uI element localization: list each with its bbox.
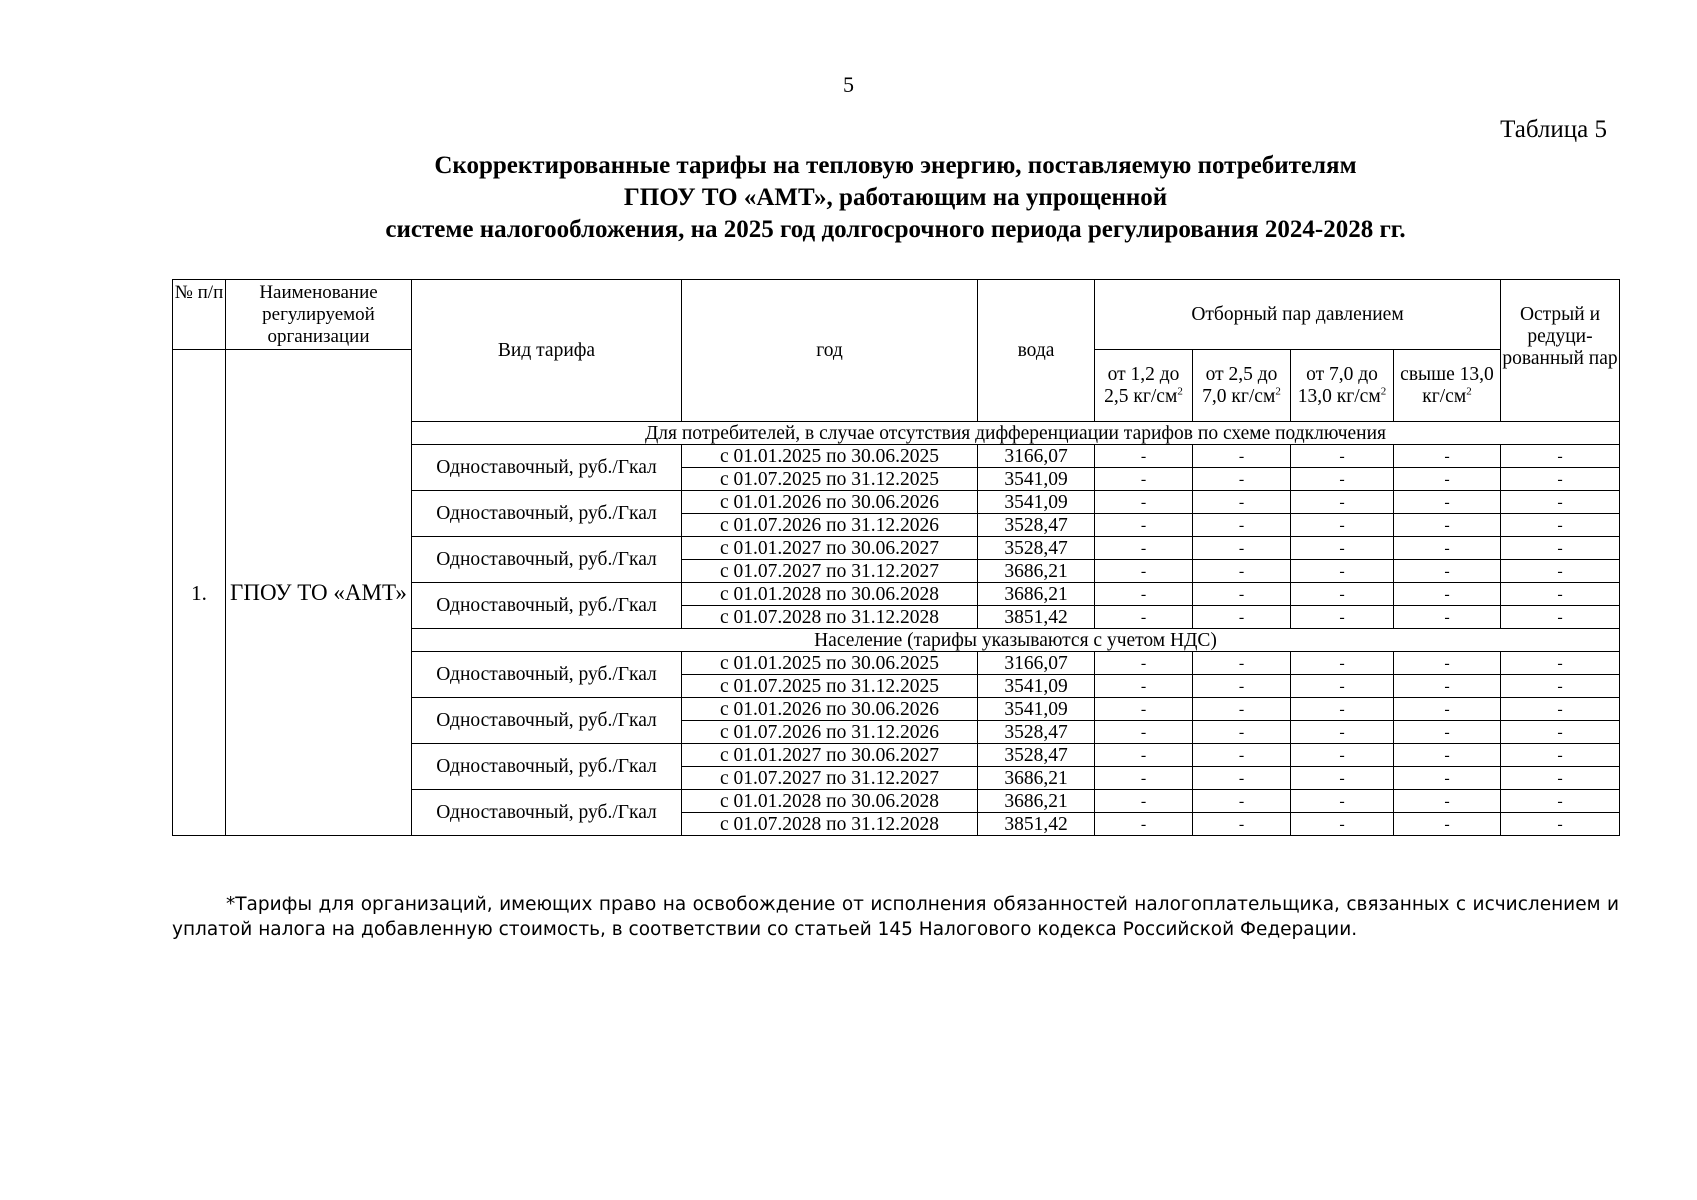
empty-value-cell: -: [1095, 790, 1193, 813]
title-line-2: ГПОУ ТО «АМТ», работающим на упрощенной: [623, 184, 1168, 211]
empty-value-cell: -: [1291, 468, 1394, 491]
empty-value-cell: -: [1394, 468, 1501, 491]
empty-value-cell: -: [1501, 445, 1620, 468]
empty-value-cell: -: [1193, 675, 1291, 698]
empty-value-cell: -: [1501, 491, 1620, 514]
empty-value-cell: -: [1095, 813, 1193, 836]
water-tariff-cell: 3851,42: [978, 606, 1095, 629]
empty-value-cell: -: [1501, 583, 1620, 606]
tariff-type-cell: Одноставочный, руб./Гкал: [412, 537, 682, 583]
empty-value-cell: -: [1394, 537, 1501, 560]
tariff-type-cell: Одноставочный, руб./Гкал: [412, 652, 682, 698]
empty-value-cell: -: [1291, 652, 1394, 675]
section-title: Для потребителей, в случае отсутствия дифференциации тарифов по схеме подключения: [412, 422, 1620, 445]
empty-value-cell: -: [1501, 767, 1620, 790]
empty-value-cell: -: [1291, 445, 1394, 468]
empty-value-cell: -: [1291, 721, 1394, 744]
empty-value-cell: -: [1291, 744, 1394, 767]
empty-value-cell: -: [1291, 560, 1394, 583]
period-cell: с 01.07.2026 по 31.12.2026: [682, 514, 978, 537]
empty-value-cell: -: [1193, 560, 1291, 583]
empty-value-cell: -: [1501, 606, 1620, 629]
period-cell: с 01.07.2028 по 31.12.2028: [682, 606, 978, 629]
water-tariff-cell: 3528,47: [978, 721, 1095, 744]
water-tariff-cell: 3541,09: [978, 698, 1095, 721]
organization-name: ГПОУ ТО «АМТ»: [226, 350, 412, 836]
table-label: Таблица 5: [1500, 116, 1607, 143]
water-tariff-cell: 3528,47: [978, 514, 1095, 537]
empty-value-cell: -: [1501, 790, 1620, 813]
empty-value-cell: -: [1394, 744, 1501, 767]
tariff-type-cell: Одноставочный, руб./Гкал: [412, 491, 682, 537]
period-cell: с 01.01.2028 по 30.06.2028: [682, 790, 978, 813]
header-sharp-steam: Острый и редуци-рованный пар: [1501, 280, 1620, 422]
period-cell: с 01.01.2027 по 30.06.2027: [682, 744, 978, 767]
period-cell: с 01.07.2025 по 31.12.2025: [682, 468, 978, 491]
empty-value-cell: -: [1193, 744, 1291, 767]
empty-value-cell: -: [1394, 813, 1501, 836]
tariff-type-cell: Одноставочный, руб./Гкал: [412, 445, 682, 491]
period-cell: с 01.07.2026 по 31.12.2026: [682, 721, 978, 744]
empty-value-cell: -: [1095, 468, 1193, 491]
empty-value-cell: -: [1394, 583, 1501, 606]
page-number: 5: [843, 72, 854, 97]
water-tariff-cell: 3541,09: [978, 468, 1095, 491]
tariff-type-cell: Одноставочный, руб./Гкал: [412, 583, 682, 629]
empty-value-cell: -: [1501, 537, 1620, 560]
header-num: № п/п: [173, 280, 226, 350]
tariff-type-cell: Одноставочный, руб./Гкал: [412, 744, 682, 790]
header-year: год: [682, 280, 978, 422]
empty-value-cell: -: [1394, 445, 1501, 468]
empty-value-cell: -: [1501, 721, 1620, 744]
water-tariff-cell: 3686,21: [978, 767, 1095, 790]
empty-value-cell: -: [1095, 560, 1193, 583]
water-tariff-cell: 3541,09: [978, 675, 1095, 698]
empty-value-cell: -: [1291, 767, 1394, 790]
water-tariff-cell: 3686,21: [978, 583, 1095, 606]
empty-value-cell: -: [1095, 606, 1193, 629]
period-cell: с 01.01.2028 по 30.06.2028: [682, 583, 978, 606]
empty-value-cell: -: [1291, 583, 1394, 606]
empty-value-cell: -: [1501, 560, 1620, 583]
empty-value-cell: -: [1095, 675, 1193, 698]
header-steam-3: от 7,0 до 13,0 $кг/см^2$: [1291, 350, 1394, 422]
header-steam-4: свыше 13,0 $кг/см^2$: [1394, 350, 1501, 422]
title-line-3: системе налогообложения, на 2025 год долгосрочного периода регулирования 2024-2028 гг.: [385, 216, 1406, 243]
period-cell: с 01.07.2025 по 31.12.2025: [682, 675, 978, 698]
water-tariff-cell: 3686,21: [978, 560, 1095, 583]
empty-value-cell: -: [1193, 537, 1291, 560]
header-steam-1: от 1,2 до 2,5 $кг/см^2$: [1095, 350, 1193, 422]
water-tariff-cell: 3166,07: [978, 445, 1095, 468]
water-tariff-cell: 3166,07: [978, 652, 1095, 675]
empty-value-cell: -: [1193, 606, 1291, 629]
empty-value-cell: -: [1291, 491, 1394, 514]
empty-value-cell: -: [1291, 698, 1394, 721]
empty-value-cell: -: [1095, 491, 1193, 514]
empty-value-cell: -: [1291, 675, 1394, 698]
empty-value-cell: -: [1193, 652, 1291, 675]
empty-value-cell: -: [1291, 813, 1394, 836]
empty-value-cell: -: [1291, 790, 1394, 813]
empty-value-cell: -: [1501, 514, 1620, 537]
empty-value-cell: -: [1394, 698, 1501, 721]
empty-value-cell: -: [1291, 514, 1394, 537]
water-tariff-cell: 3541,09: [978, 491, 1095, 514]
empty-value-cell: -: [1095, 744, 1193, 767]
empty-value-cell: -: [1193, 445, 1291, 468]
period-cell: с 01.01.2025 по 30.06.2025: [682, 652, 978, 675]
header-steam-group: Отборный пар давлением: [1095, 280, 1501, 350]
empty-value-cell: -: [1501, 675, 1620, 698]
title-line-1: Скорректированные тарифы на тепловую энергию, поставляемую потребителям: [434, 152, 1357, 179]
empty-value-cell: -: [1394, 514, 1501, 537]
empty-value-cell: -: [1501, 652, 1620, 675]
row-number: 1.: [173, 350, 226, 836]
empty-value-cell: -: [1193, 583, 1291, 606]
period-cell: с 01.01.2025 по 30.06.2025: [682, 445, 978, 468]
empty-value-cell: -: [1095, 445, 1193, 468]
empty-value-cell: -: [1394, 721, 1501, 744]
tariff-type-cell: Одноставочный, руб./Гкал: [412, 698, 682, 744]
header-water: вода: [978, 280, 1095, 422]
water-tariff-cell: 3528,47: [978, 537, 1095, 560]
tariff-type-cell: Одноставочный, руб./Гкал: [412, 790, 682, 836]
empty-value-cell: -: [1193, 721, 1291, 744]
period-cell: с 01.01.2027 по 30.06.2027: [682, 537, 978, 560]
header-org: Наименование регулируемой организации: [226, 280, 412, 350]
empty-value-cell: -: [1095, 514, 1193, 537]
empty-value-cell: -: [1501, 813, 1620, 836]
empty-value-cell: -: [1193, 698, 1291, 721]
header-steam-2: от 2,5 до 7,0 $кг/см^2$: [1193, 350, 1291, 422]
empty-value-cell: -: [1394, 560, 1501, 583]
section-title: Население (тарифы указываются с учетом НДС): [412, 629, 1620, 652]
period-cell: с 01.07.2027 по 31.12.2027: [682, 767, 978, 790]
period-cell: с 01.01.2026 по 30.06.2026: [682, 698, 978, 721]
empty-value-cell: -: [1095, 698, 1193, 721]
empty-value-cell: -: [1193, 468, 1291, 491]
empty-value-cell: -: [1501, 468, 1620, 491]
empty-value-cell: -: [1193, 767, 1291, 790]
empty-value-cell: -: [1394, 606, 1501, 629]
header-tariff-type: Вид тарифа: [412, 280, 682, 422]
period-cell: с 01.07.2028 по 31.12.2028: [682, 813, 978, 836]
empty-value-cell: -: [1394, 767, 1501, 790]
empty-value-cell: -: [1394, 491, 1501, 514]
empty-value-cell: -: [1501, 744, 1620, 767]
empty-value-cell: -: [1193, 491, 1291, 514]
empty-value-cell: -: [1193, 813, 1291, 836]
empty-value-cell: -: [1291, 537, 1394, 560]
empty-value-cell: -: [1501, 698, 1620, 721]
empty-value-cell: -: [1193, 514, 1291, 537]
empty-value-cell: -: [1095, 767, 1193, 790]
tariff-table: [172, 279, 1620, 836]
empty-value-cell: -: [1394, 790, 1501, 813]
document-title: [172, 150, 1619, 246]
empty-value-cell: -: [1095, 721, 1193, 744]
empty-value-cell: -: [1095, 583, 1193, 606]
empty-value-cell: -: [1291, 606, 1394, 629]
footnote: *Тарифы для организаций, имеющих право на освобождение от исполнения обязанностей налогоплательщика, связанных с исчислением и уплатой налога на добавленную стоимость, в соответствии со статьей 145 Налогового кодекса Российской Федерации.: [172, 894, 1619, 940]
water-tariff-cell: 3686,21: [978, 790, 1095, 813]
empty-value-cell: -: [1095, 652, 1193, 675]
empty-value-cell: -: [1394, 675, 1501, 698]
empty-value-cell: -: [1095, 537, 1193, 560]
period-cell: с 01.01.2026 по 30.06.2026: [682, 491, 978, 514]
period-cell: с 01.07.2027 по 31.12.2027: [682, 560, 978, 583]
empty-value-cell: -: [1394, 652, 1501, 675]
water-tariff-cell: 3528,47: [978, 744, 1095, 767]
water-tariff-cell: 3851,42: [978, 813, 1095, 836]
empty-value-cell: -: [1193, 790, 1291, 813]
